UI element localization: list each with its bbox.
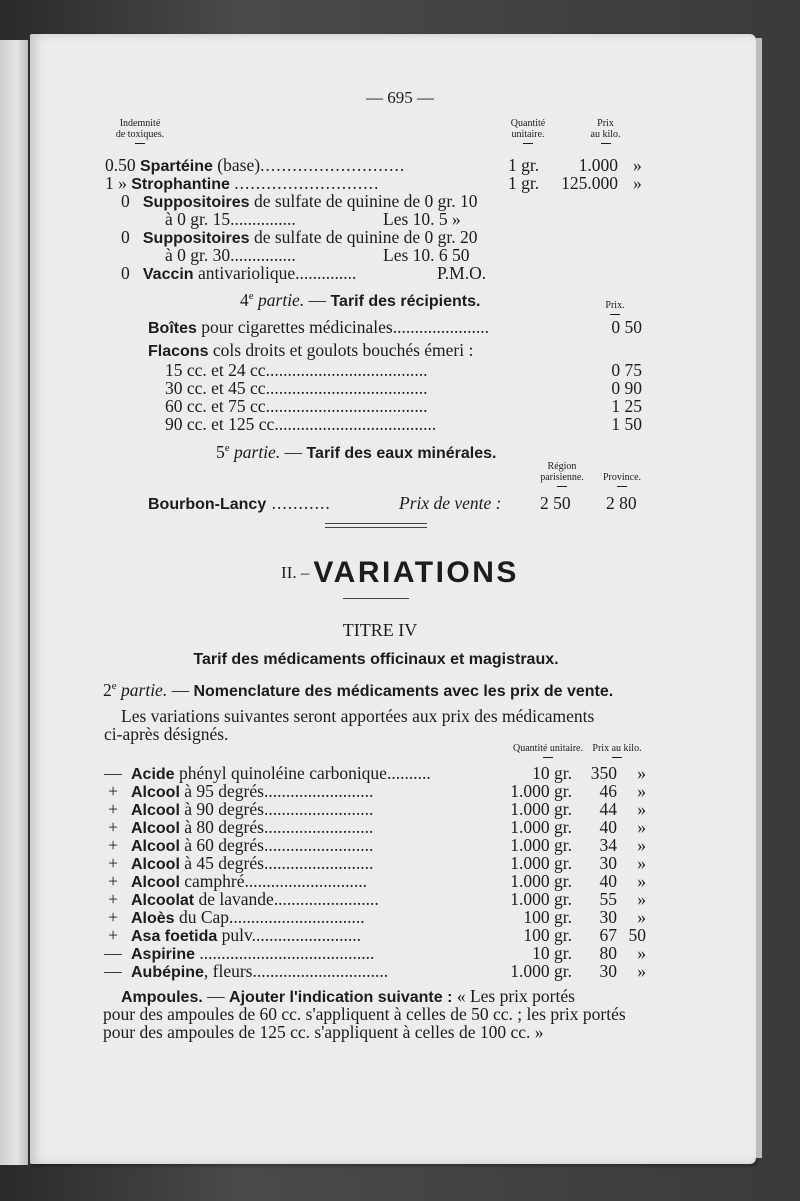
medicament-name: Alcoolat [131, 892, 195, 909]
medicament-detail: à 90 degrés......................... [179, 799, 374, 819]
qty-sparteine: 1 gr. [508, 155, 540, 175]
flacon-row-3: 60 cc. et 75 cc..................................... [165, 396, 428, 416]
price-strophantine: 125.000 [561, 173, 618, 193]
row-strophantine: 1 » Strophantine ........................... [105, 173, 380, 193]
medicament-name: Alcool [131, 838, 180, 855]
part4-prix-header: Prix. [600, 300, 630, 315]
row-sparteine: 0.50 Spartéine (base)........................... [105, 155, 406, 175]
variation-mark: » [637, 889, 646, 909]
variation-mark: » [637, 835, 646, 855]
medicament-detail: à 95 degrés......................... [179, 781, 374, 801]
medicament-name: Aloès [131, 910, 175, 927]
medicament-name: Alcool [131, 784, 180, 801]
variation-sign: — [104, 763, 122, 783]
medicament-detail: à 80 degrés......................... [179, 817, 374, 837]
variation-mark: » [637, 907, 646, 927]
part4-title: 4e partie. — Tarif des récipients. [240, 290, 481, 310]
variation-mark: » [637, 961, 646, 981]
row-suppositoires-1: 0 Suppositoires de sulfate de quinine de 0 gr. 10 [121, 191, 478, 211]
medicament-name: Alcool [131, 874, 180, 891]
variation-mark: » [637, 817, 646, 837]
intro-line-1: Les variations suivantes seront apportées aux prix des médicaments [121, 706, 595, 726]
variation-price: 30 [599, 907, 617, 927]
variations-heading: II. – VARIATIONS [281, 556, 519, 589]
variation-sign: + [108, 781, 118, 801]
price-province: 2 80 [606, 493, 637, 513]
row-boites: Boîtes pour cigarettes médicinales...................... [148, 317, 489, 337]
row-suppositoires-2: 0 Suppositoires de sulfate de quinine de 0 gr. 20 [121, 227, 478, 247]
variation-qty: 1.000 gr. [510, 835, 572, 855]
medicament-name: Alcool [131, 802, 180, 819]
variation-qty: 1.000 gr. [510, 817, 572, 837]
medicament-name: Alcool [131, 820, 180, 837]
row-suppositoires-1-price: Les 10. 5 » [383, 209, 461, 229]
variation-sign: + [108, 835, 118, 855]
variation-price: 67 [599, 925, 617, 945]
variation-qty: 1.000 gr. [510, 799, 572, 819]
part5-title: 5e partie. — Tarif des eaux minérales. [216, 442, 497, 462]
mark-strophantine: » [633, 173, 642, 193]
variation-sign: + [108, 871, 118, 891]
variation-qty: 100 gr. [523, 925, 572, 945]
flacon-price-2: 0 90 [611, 378, 642, 398]
flacon-price-3: 1 25 [611, 396, 642, 416]
row-suppositoires-2-line2: à 0 gr. 30............... [165, 245, 296, 265]
variation-qty: 100 gr. [523, 907, 572, 927]
price-paris: 2 50 [540, 493, 571, 513]
row-bourbon-lancy: Bourbon-Lancy ........... [148, 493, 331, 513]
flacon-price-1: 0 75 [611, 360, 642, 380]
medicament-detail: à 45 degrés......................... [179, 853, 374, 873]
variation-mark: » [637, 853, 646, 873]
variation-price: 30 [599, 853, 617, 873]
medicament-detail: du Cap............................... [174, 907, 365, 927]
row-vaccin: 0 Vaccin antivariolique.............. [121, 263, 357, 283]
col-qty-header: Quantité unitaire. [508, 743, 588, 758]
province-header: Province. [598, 472, 646, 487]
ampoules-line-3: pour des ampoules de 125 cc. s'appliquent à celles de 100 cc. » [103, 1022, 544, 1042]
variation-mark: » [637, 871, 646, 891]
tarif-heading: Tarif des médicaments officinaux et magistraux. [193, 651, 559, 668]
variation-mark: » [637, 763, 646, 783]
variation-qty: 1.000 gr. [510, 871, 572, 891]
col-price-header: Prix au kilo. [590, 743, 644, 758]
variation-sign: — [104, 943, 122, 963]
variation-sign: — [104, 961, 122, 981]
variation-mark: » [637, 781, 646, 801]
variation-qty: 1.000 gr. [510, 853, 572, 873]
facing-page-edge [0, 40, 28, 1165]
variation-qty: 1.000 gr. [510, 889, 572, 909]
vaccin-price: P.M.O. [437, 263, 487, 283]
variation-price: 80 [599, 943, 617, 963]
medicament-detail: pulv......................... [217, 925, 361, 945]
variation-qty: 1.000 gr. [510, 961, 572, 981]
variation-price: 30 [599, 961, 617, 981]
variation-qty: 10 gr. [532, 763, 572, 783]
region-header: Région parisienne. [532, 461, 592, 487]
titre-heading: TITRE IV [342, 620, 418, 640]
variation-sign: + [108, 853, 118, 873]
variation-label [131, 962, 388, 982]
medicament-detail: camphré............................ [179, 871, 368, 891]
header-quantite: Quantité unitaire. [498, 118, 558, 144]
intro-line-2: ci-après désignés. [104, 724, 229, 744]
medicament-detail: à 60 degrés......................... [179, 835, 374, 855]
page-number: — 695 — [366, 88, 434, 107]
double-rule-bottom [325, 527, 427, 528]
variation-price: 55 [599, 889, 617, 909]
part2-title: 2e partie. — Nomenclature des médicaments avec les prix de vente. [103, 680, 614, 700]
mark-sparteine: » [633, 155, 642, 175]
header-indemnite: Indemnité de toxiques. [100, 118, 180, 144]
ampoules-line-2: pour des ampoules de 60 cc. s'appliquent à celles de 50 cc. ; les prix portés [103, 1004, 626, 1024]
flacon-row-1: 15 cc. et 24 cc..................................... [165, 360, 428, 380]
variation-price: 40 [599, 871, 617, 891]
flacon-row-4: 90 cc. et 125 cc..................................... [165, 414, 437, 434]
variation-price: 350 [590, 763, 617, 783]
ampoules-line-1: Ampoules. — Ajouter l'indication suivante : « Les prix portés [121, 986, 575, 1006]
variation-mark: 50 [628, 925, 646, 945]
variation-mark: » [637, 943, 646, 963]
variation-qty: 1.000 gr. [510, 781, 572, 801]
medicament-name: Asa foetida [131, 928, 218, 945]
row-suppositoires-1-line2: à 0 gr. 15............... [165, 209, 296, 229]
price-sparteine: 1.000 [578, 155, 618, 175]
flacon-price-4: 1 50 [611, 414, 642, 434]
medicament-detail: de lavande........................ [194, 889, 379, 909]
prix-de-vente-label: Prix de vente : [399, 493, 502, 513]
row-suppositoires-2-price: Les 10. 6 50 [383, 245, 470, 265]
variation-sign: + [108, 907, 118, 927]
page-edge [756, 38, 762, 1158]
variation-sign: + [108, 799, 118, 819]
variation-mark: » [637, 799, 646, 819]
medicament-detail: ........................................ [195, 943, 375, 963]
variation-price: 40 [599, 817, 617, 837]
variation-price: 34 [599, 835, 617, 855]
medicament-detail: phényl quinoléine carbonique.......... [174, 763, 431, 783]
variation-sign: + [108, 817, 118, 837]
double-rule-top [325, 523, 427, 524]
variation-sign: + [108, 925, 118, 945]
medicament-detail: , fleurs............................... [203, 961, 389, 981]
flacon-row-2: 30 cc. et 45 cc..................................... [165, 378, 428, 398]
variation-price: 46 [599, 781, 617, 801]
row-flacons: Flacons cols droits et goulots bouchés émeri : [148, 340, 474, 360]
price-boites: 0 50 [611, 317, 642, 337]
header-prix: Prix au kilo. [578, 118, 633, 144]
medicament-name: Acide [131, 766, 175, 783]
variation-qty: 10 gr. [532, 943, 572, 963]
medicament-name: Aspirine [131, 946, 196, 963]
variation-sign: + [108, 889, 118, 909]
medicament-name: Aubépine [131, 964, 204, 981]
variation-price: 44 [599, 799, 617, 819]
qty-strophantine: 1 gr. [508, 173, 540, 193]
medicament-name: Alcool [131, 856, 180, 873]
variations-underline [343, 598, 409, 599]
